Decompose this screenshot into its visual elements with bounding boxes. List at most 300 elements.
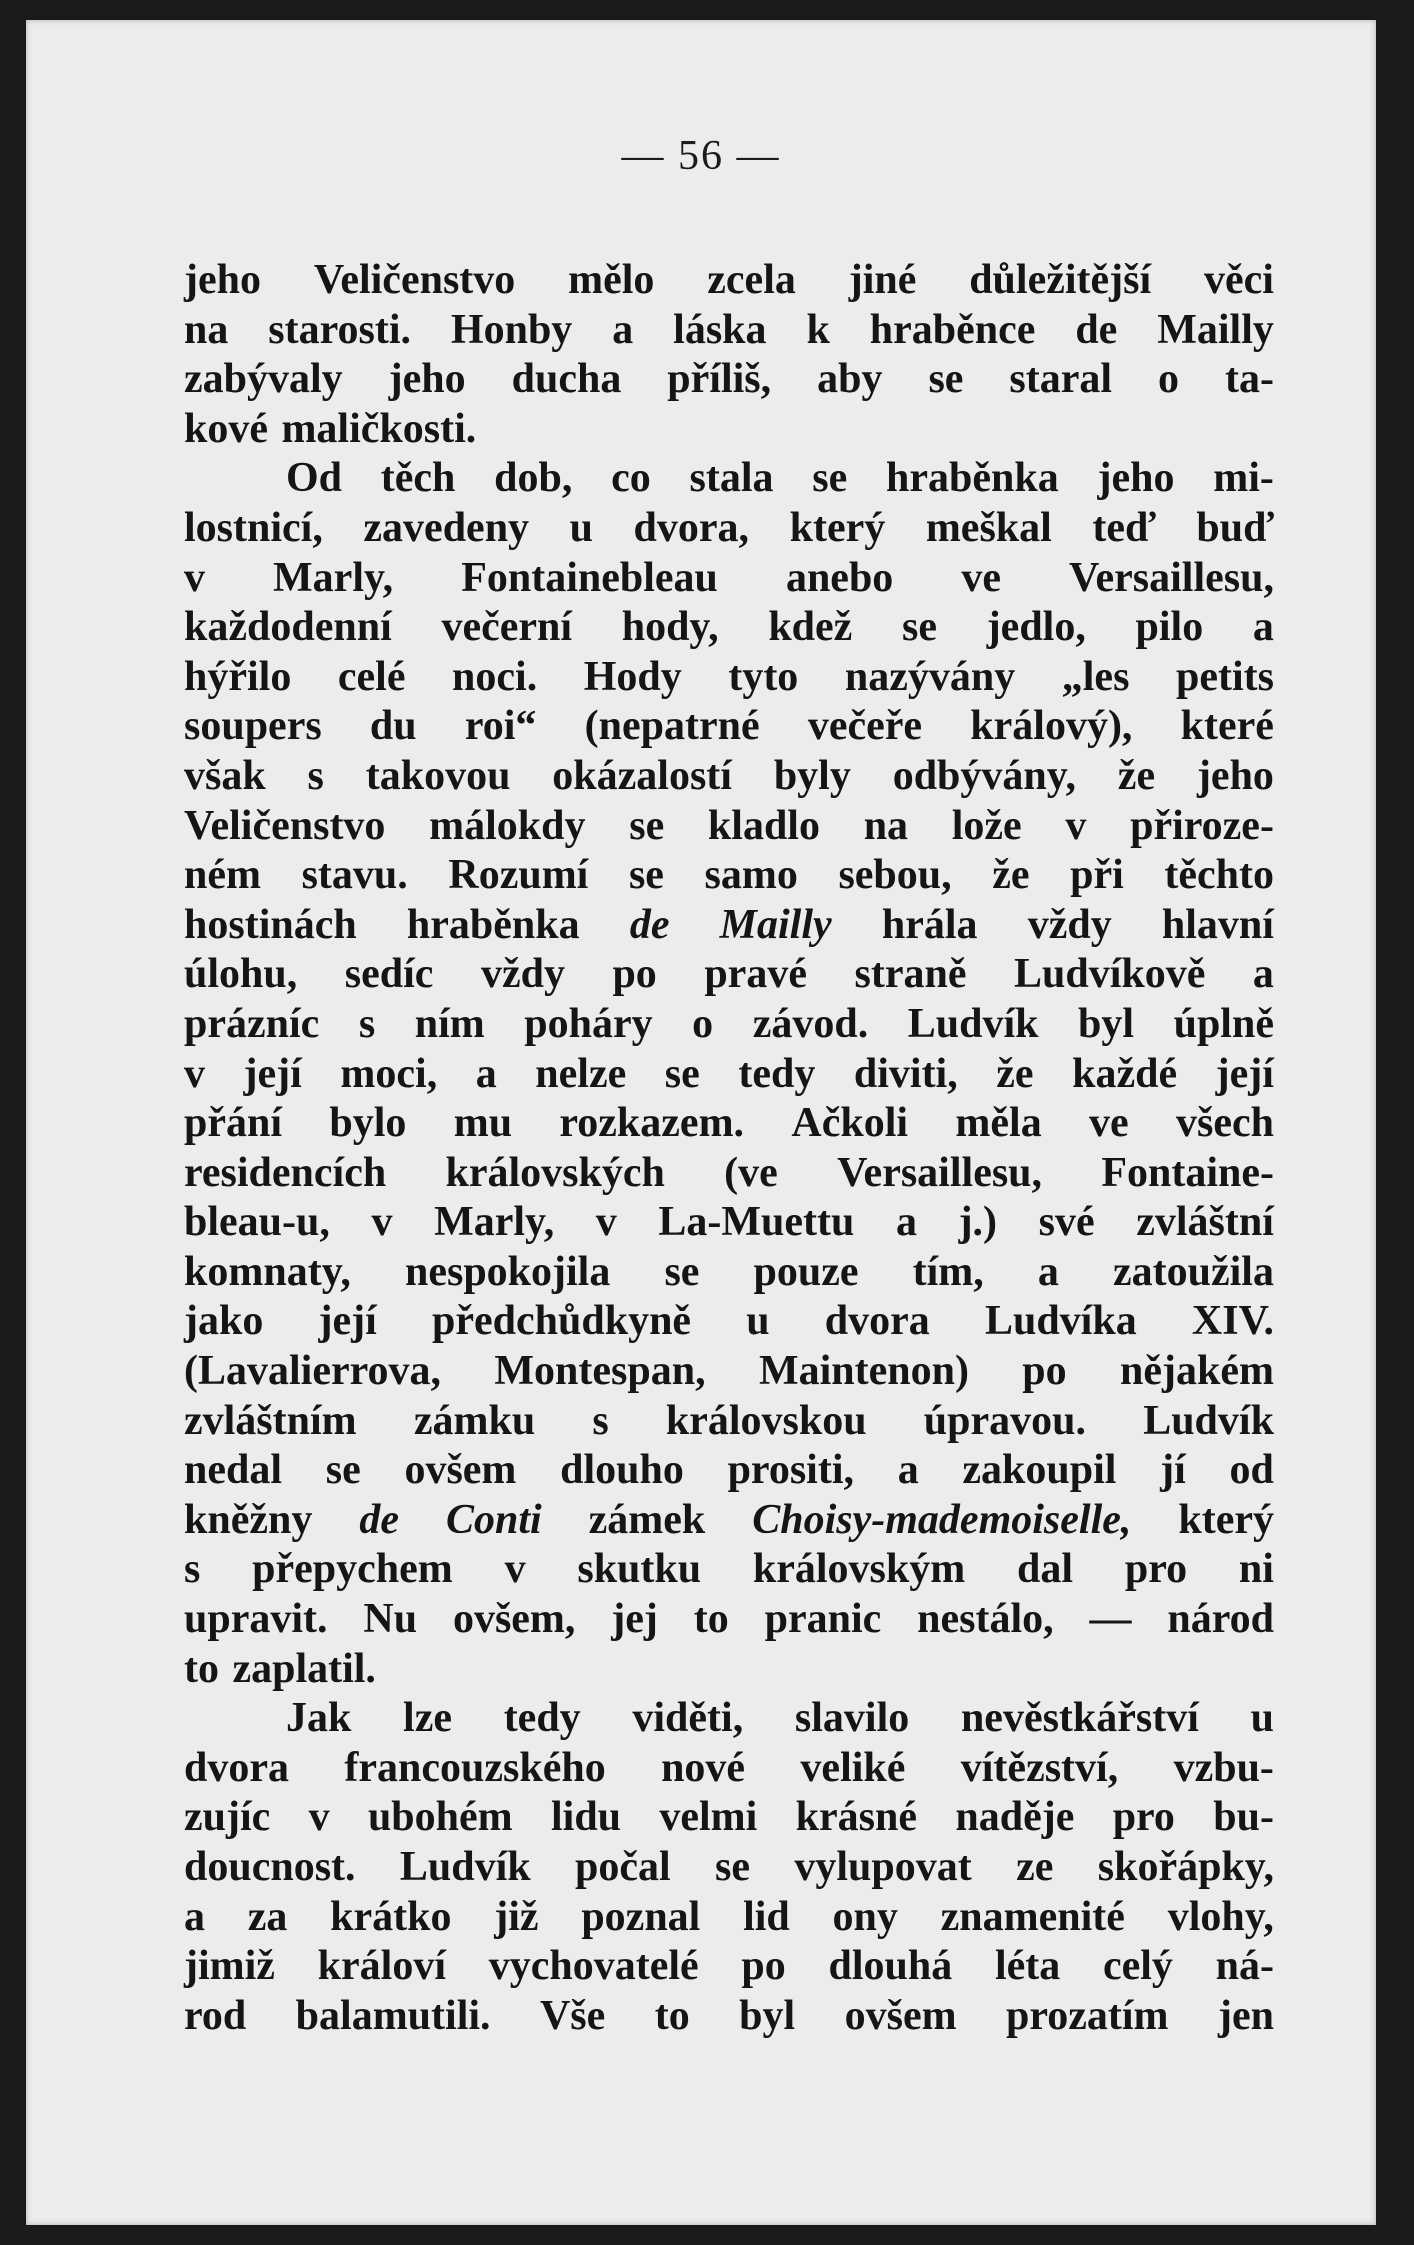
word: stala bbox=[689, 455, 774, 502]
word: Jak bbox=[286, 1695, 352, 1742]
text-line bbox=[184, 851, 1274, 901]
word: hostinách bbox=[184, 901, 357, 948]
word: byl bbox=[1078, 1000, 1135, 1047]
word: královským bbox=[752, 1546, 966, 1593]
word: (nepatrné bbox=[584, 703, 760, 750]
word: zcela bbox=[707, 257, 796, 303]
word: zámek bbox=[588, 1496, 706, 1543]
word: poháry bbox=[524, 1000, 653, 1047]
word: nedal bbox=[184, 1447, 283, 1494]
word: věci bbox=[1204, 257, 1274, 303]
word: pro bbox=[1112, 1794, 1175, 1841]
word: kněžny bbox=[184, 1496, 313, 1543]
text-line bbox=[184, 1595, 1274, 1645]
word: se bbox=[628, 852, 664, 899]
word: de bbox=[1075, 306, 1118, 353]
word: těch bbox=[380, 455, 456, 502]
page-number: — 56 — bbox=[621, 133, 781, 179]
word: po bbox=[741, 1943, 786, 1990]
word: Ludvíka bbox=[984, 1298, 1137, 1345]
word: dvora bbox=[824, 1298, 930, 1345]
word: o bbox=[692, 1000, 714, 1047]
word: se bbox=[812, 455, 848, 502]
word: ducha bbox=[511, 356, 622, 403]
word: každodenní bbox=[184, 604, 392, 651]
word: sedíc bbox=[344, 951, 434, 998]
word: Conti bbox=[445, 1496, 542, 1543]
word: ovšem bbox=[404, 1447, 517, 1494]
word: hraběnka bbox=[406, 901, 580, 948]
word: své bbox=[1038, 1199, 1095, 1246]
word: na bbox=[863, 802, 909, 849]
body-text bbox=[184, 256, 1274, 2041]
word: Ludvíkově bbox=[1014, 951, 1206, 998]
word: jeho bbox=[1097, 455, 1175, 502]
word: zabývaly bbox=[184, 356, 343, 403]
word: králový), bbox=[970, 703, 1133, 750]
word: noci. bbox=[452, 653, 538, 700]
word: lostnicí, bbox=[184, 504, 323, 551]
word: mělo bbox=[568, 257, 655, 303]
text-line bbox=[184, 1297, 1274, 1347]
text-line bbox=[184, 901, 1274, 951]
word: jeho bbox=[184, 257, 261, 303]
word: že bbox=[1117, 752, 1156, 799]
word: večerní bbox=[441, 604, 573, 651]
text-line bbox=[184, 554, 1274, 604]
word: komnaty, bbox=[184, 1248, 351, 1295]
word: prozatím bbox=[1006, 1992, 1169, 2039]
word: Honby bbox=[450, 306, 573, 353]
word: takovou bbox=[365, 752, 511, 799]
word: s bbox=[592, 1397, 609, 1444]
word: staral bbox=[1009, 356, 1113, 403]
word: Choisy-mademoiselle, bbox=[752, 1496, 1132, 1543]
text-line bbox=[184, 504, 1274, 554]
word: vzbu- bbox=[1173, 1744, 1274, 1791]
word: soupers bbox=[184, 703, 322, 750]
word: naděje bbox=[955, 1794, 1075, 1841]
word: těchto bbox=[1164, 852, 1274, 899]
word: ta- bbox=[1225, 356, 1274, 403]
word: zámku bbox=[413, 1397, 536, 1444]
word: přání bbox=[184, 1100, 283, 1147]
word: Vše bbox=[539, 1992, 606, 2039]
word: se bbox=[928, 356, 964, 403]
word: jeho bbox=[1196, 752, 1274, 799]
word: tím, bbox=[912, 1248, 984, 1295]
text-line bbox=[184, 306, 1274, 356]
word: předchůdkyně bbox=[432, 1298, 692, 1345]
word: diviti, bbox=[853, 1050, 958, 1097]
word: okázalostí bbox=[552, 752, 732, 799]
word: vždy bbox=[480, 951, 565, 998]
word: závod. bbox=[752, 1000, 869, 1047]
word: a bbox=[184, 1893, 205, 1940]
word: straně bbox=[854, 951, 967, 998]
word: hlavní bbox=[1161, 901, 1274, 948]
word: residencích bbox=[184, 1149, 387, 1196]
word: kové bbox=[184, 405, 268, 452]
word: dvora bbox=[184, 1744, 289, 1791]
word: léta bbox=[994, 1943, 1061, 1990]
word: přiroze- bbox=[1130, 802, 1274, 849]
word: co bbox=[611, 455, 651, 502]
word: s bbox=[307, 752, 324, 799]
word: jako bbox=[184, 1298, 264, 1345]
word: lze bbox=[403, 1695, 452, 1742]
word: pranic bbox=[764, 1596, 882, 1643]
word: lid bbox=[743, 1893, 790, 1940]
word: nelze bbox=[535, 1050, 627, 1097]
text-line bbox=[184, 1496, 1274, 1546]
text-line bbox=[184, 1744, 1274, 1794]
text-line bbox=[184, 1694, 1274, 1744]
word: s bbox=[358, 1000, 376, 1047]
word: velmi bbox=[659, 1794, 758, 1841]
word: rozkazem. bbox=[559, 1100, 745, 1147]
text-line bbox=[184, 1347, 1274, 1397]
word: a bbox=[1252, 604, 1274, 651]
word: zujíc bbox=[184, 1794, 271, 1841]
word: XIV. bbox=[1191, 1298, 1274, 1345]
word: to bbox=[693, 1596, 729, 1643]
text-line bbox=[184, 1942, 1274, 1992]
word: upravit. bbox=[184, 1596, 328, 1643]
word: rod bbox=[184, 1992, 247, 2039]
text-line bbox=[184, 1397, 1274, 1447]
text-line bbox=[184, 1992, 1274, 2042]
word: Marly, bbox=[434, 1199, 555, 1246]
word: každé bbox=[1072, 1050, 1178, 1097]
word: celé bbox=[337, 653, 406, 700]
text-line bbox=[184, 752, 1274, 802]
word: Montespan, bbox=[494, 1348, 706, 1395]
word: královí bbox=[317, 1943, 447, 1990]
word: bylo bbox=[329, 1100, 407, 1147]
text-line bbox=[184, 1843, 1274, 1893]
word: již bbox=[494, 1893, 539, 1940]
word: o bbox=[1158, 356, 1180, 403]
word: Versaillesu, bbox=[1069, 554, 1274, 601]
text-line bbox=[184, 1149, 1274, 1199]
text-line bbox=[184, 1050, 1274, 1100]
word: u bbox=[569, 504, 593, 551]
word: (Lavalierrova, bbox=[184, 1348, 442, 1395]
word: k bbox=[806, 306, 830, 353]
word: aby bbox=[817, 356, 883, 403]
word: pouze bbox=[753, 1248, 859, 1295]
word: a bbox=[475, 1050, 497, 1097]
text-line bbox=[184, 1000, 1274, 1050]
word: Mailly bbox=[719, 901, 832, 948]
word: hraběnce bbox=[869, 306, 1036, 353]
word: a bbox=[1252, 951, 1274, 998]
word: ním bbox=[414, 1000, 485, 1047]
word: se bbox=[664, 1050, 700, 1097]
word: Mailly bbox=[1157, 306, 1274, 353]
word: její bbox=[243, 1050, 302, 1097]
word: lože bbox=[951, 802, 1022, 849]
word: moci, bbox=[340, 1050, 438, 1097]
word: Hody bbox=[583, 653, 682, 700]
word: viděti, bbox=[632, 1695, 744, 1742]
text-line bbox=[184, 454, 1274, 504]
word: de bbox=[629, 901, 670, 948]
word: se bbox=[664, 1248, 700, 1295]
word: jen bbox=[1217, 1992, 1274, 2039]
word: dlouho bbox=[560, 1447, 684, 1494]
word: Marly, bbox=[273, 554, 394, 601]
word: úplně bbox=[1173, 1000, 1274, 1047]
text-line bbox=[184, 1198, 1274, 1248]
word: zvláštním bbox=[184, 1397, 357, 1444]
word: byly bbox=[773, 752, 851, 799]
word: přepychem bbox=[252, 1546, 453, 1593]
word: stavu. bbox=[301, 852, 408, 899]
text-line bbox=[184, 1446, 1274, 1496]
word: její bbox=[1215, 1050, 1274, 1097]
word: Ludvík bbox=[399, 1844, 531, 1890]
word: za bbox=[247, 1893, 288, 1940]
word: hýřilo bbox=[184, 653, 292, 700]
word: nestálo, bbox=[917, 1596, 1054, 1643]
word: a bbox=[1037, 1248, 1059, 1295]
word: jiné bbox=[848, 257, 917, 303]
word: kladlo bbox=[707, 802, 820, 849]
word: zakoupil bbox=[962, 1447, 1117, 1494]
word: zaplatil. bbox=[232, 1645, 376, 1692]
word: Ačkoli bbox=[791, 1100, 909, 1147]
text-line bbox=[184, 1099, 1274, 1149]
word: u bbox=[1250, 1695, 1274, 1742]
word: v bbox=[504, 1546, 526, 1593]
word: večeře bbox=[807, 703, 923, 750]
word: u bbox=[746, 1298, 770, 1345]
word: — bbox=[1089, 1596, 1132, 1643]
word: vychovatelé bbox=[488, 1943, 699, 1990]
text-line bbox=[184, 603, 1274, 653]
word: po bbox=[612, 951, 657, 998]
word: na bbox=[184, 306, 229, 353]
word: důležitější bbox=[969, 257, 1152, 303]
word: tedy bbox=[503, 1695, 581, 1742]
word: (ve bbox=[724, 1149, 778, 1196]
word: Nu bbox=[363, 1596, 418, 1643]
word: Fontaine- bbox=[1101, 1149, 1274, 1196]
text-line bbox=[184, 1793, 1274, 1843]
text-line bbox=[184, 1545, 1274, 1595]
word: prázníc bbox=[184, 1000, 320, 1047]
word: při bbox=[1070, 852, 1124, 899]
word: nové bbox=[661, 1744, 746, 1791]
word: „les bbox=[1061, 653, 1130, 700]
word: po bbox=[1022, 1348, 1067, 1395]
word: ném bbox=[184, 852, 261, 899]
text-line bbox=[184, 405, 1274, 455]
word: pilo bbox=[1135, 604, 1204, 651]
word: že bbox=[992, 852, 1030, 899]
word: Fontainebleau bbox=[461, 554, 718, 601]
word: Veličenstvo bbox=[184, 802, 386, 849]
word: maličkosti. bbox=[281, 405, 477, 452]
word: starosti. bbox=[268, 306, 411, 353]
word: krátko bbox=[330, 1893, 452, 1940]
word: jej bbox=[611, 1596, 658, 1643]
text-line bbox=[184, 1248, 1274, 1298]
word: královskou bbox=[665, 1397, 867, 1444]
word: mi- bbox=[1213, 455, 1274, 502]
word: všech bbox=[1176, 1100, 1274, 1147]
text-line bbox=[184, 1893, 1274, 1943]
word: ve bbox=[961, 554, 1001, 601]
word: prositi, bbox=[727, 1447, 854, 1494]
text-line bbox=[184, 802, 1274, 852]
word: tyto bbox=[728, 653, 799, 700]
word: který bbox=[1178, 1496, 1274, 1543]
word: ovšem, bbox=[452, 1596, 576, 1643]
word: ony bbox=[832, 1893, 898, 1940]
word: to bbox=[184, 1645, 219, 1692]
word: počal bbox=[575, 1844, 671, 1890]
word: ná- bbox=[1215, 1943, 1274, 1990]
word: jimiž bbox=[184, 1943, 275, 1990]
word: v bbox=[371, 1199, 393, 1246]
word: krásné bbox=[795, 1794, 918, 1841]
word: dal bbox=[1017, 1546, 1074, 1593]
word: Ludvík bbox=[907, 1000, 1039, 1047]
word: bleau-u, bbox=[184, 1199, 330, 1246]
word: její bbox=[318, 1298, 377, 1345]
word: bu- bbox=[1213, 1794, 1274, 1841]
word: poznal bbox=[581, 1893, 701, 1940]
word: francouzského bbox=[344, 1744, 606, 1791]
word: veliké bbox=[800, 1744, 906, 1791]
word: to bbox=[654, 1992, 690, 2039]
word: buď bbox=[1196, 504, 1274, 551]
word: v bbox=[595, 1199, 617, 1246]
word: nějakém bbox=[1120, 1348, 1274, 1395]
word: zatoužila bbox=[1112, 1248, 1274, 1295]
word: ze bbox=[1016, 1844, 1054, 1890]
word: slavilo bbox=[794, 1695, 910, 1742]
word: málokdy bbox=[429, 802, 586, 849]
word: balamutili. bbox=[295, 1992, 491, 2039]
word: se bbox=[715, 1844, 751, 1890]
word: teď bbox=[1092, 504, 1156, 551]
word: lidu bbox=[550, 1794, 622, 1841]
word: skutku bbox=[577, 1546, 702, 1593]
book-page bbox=[26, 20, 1376, 2225]
word: byl bbox=[739, 1992, 796, 2039]
word: vylupovat bbox=[794, 1844, 972, 1890]
word: de bbox=[359, 1496, 399, 1543]
word: tedy bbox=[738, 1050, 816, 1097]
word: láska bbox=[673, 306, 767, 353]
word: La-Muettu bbox=[658, 1199, 855, 1246]
word: ovšem bbox=[844, 1992, 957, 2039]
word: doucnost. bbox=[184, 1844, 356, 1890]
word: úpravou. bbox=[923, 1397, 1087, 1444]
word: kdež bbox=[768, 604, 853, 651]
word: ubohém bbox=[367, 1794, 513, 1841]
word: který bbox=[789, 504, 886, 551]
text-line bbox=[184, 950, 1274, 1000]
word: hraběnka bbox=[886, 455, 1059, 502]
word: roi“ bbox=[464, 703, 537, 750]
word: anebo bbox=[785, 554, 894, 601]
word: že bbox=[996, 1050, 1034, 1097]
word: dob, bbox=[494, 455, 573, 502]
word: vítězství, bbox=[960, 1744, 1119, 1791]
word: odbývány, bbox=[892, 752, 1076, 799]
word: ve bbox=[1089, 1100, 1129, 1147]
word: se bbox=[629, 802, 665, 849]
word: v bbox=[308, 1794, 330, 1841]
word: hody, bbox=[621, 604, 719, 651]
word: nazývány bbox=[844, 653, 1016, 700]
word: pro bbox=[1124, 1546, 1188, 1593]
word: se bbox=[325, 1447, 361, 1494]
text-line bbox=[184, 702, 1274, 752]
text-line bbox=[184, 355, 1274, 405]
word: sebou, bbox=[838, 852, 952, 899]
word: měla bbox=[955, 1100, 1042, 1147]
word: jedlo, bbox=[986, 604, 1086, 651]
word: j.) bbox=[958, 1199, 998, 1246]
word: zvláštní bbox=[1136, 1199, 1274, 1246]
word: znamenité bbox=[940, 1893, 1125, 1940]
word: samo bbox=[704, 852, 798, 899]
word: dvora, bbox=[633, 504, 750, 551]
word: národ bbox=[1167, 1596, 1274, 1643]
word: hrála bbox=[881, 901, 978, 948]
word: které bbox=[1180, 703, 1274, 750]
word: petits bbox=[1175, 653, 1274, 700]
text-line bbox=[184, 256, 1274, 306]
word: pravé bbox=[704, 951, 807, 998]
word: úlohu, bbox=[184, 951, 298, 998]
word: skořápky, bbox=[1097, 1844, 1274, 1890]
word: dlouhá bbox=[828, 1943, 953, 1990]
word: du bbox=[369, 703, 417, 750]
word: ni bbox=[1238, 1546, 1274, 1593]
word: Veličenstvo bbox=[313, 257, 516, 303]
word: mu bbox=[453, 1100, 513, 1147]
word: vlohy, bbox=[1167, 1893, 1274, 1940]
word: nespokojila bbox=[404, 1248, 611, 1295]
word: od bbox=[1229, 1447, 1274, 1494]
word: meškal bbox=[925, 504, 1052, 551]
text-line bbox=[184, 1645, 1274, 1695]
word: Ludvík bbox=[1143, 1397, 1274, 1444]
word: jeho bbox=[388, 356, 466, 403]
word: a bbox=[895, 1199, 917, 1246]
word: v bbox=[184, 1050, 205, 1097]
word: s bbox=[184, 1546, 201, 1593]
word: zavedeny bbox=[363, 504, 530, 551]
word: Maintenon) bbox=[758, 1348, 969, 1395]
word: Od bbox=[286, 455, 343, 502]
word: Versaillesu, bbox=[837, 1149, 1043, 1196]
word: v bbox=[184, 554, 205, 601]
word: se bbox=[902, 604, 937, 651]
text-line bbox=[184, 653, 1274, 703]
word: a bbox=[897, 1447, 919, 1494]
word: a bbox=[612, 306, 634, 353]
word: královských bbox=[445, 1149, 665, 1196]
word: v bbox=[1065, 802, 1087, 849]
